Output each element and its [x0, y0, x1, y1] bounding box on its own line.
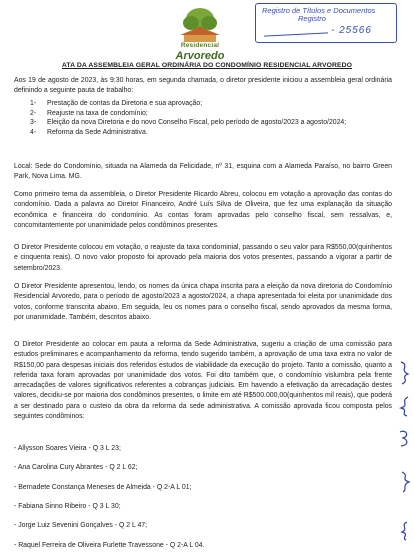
list-item: 3- Eleição da nova Diretoria e do novo Conselho Fiscal, pelo período de agosto/2023 a agosto/2024; — [30, 119, 347, 127]
logo-line-1: Residencial — [180, 42, 220, 49]
initials-signature-icon — [398, 520, 412, 542]
registry-stamp — [255, 3, 397, 43]
initials-signature-icon — [398, 470, 412, 494]
condominium-logo — [160, 5, 240, 61]
tree-house-icon — [176, 5, 224, 43]
member-item: - Raquel Ferreira de Oliveira Furlette Travessone - Q 2-A L 04. — [14, 542, 205, 549]
member-item: - Ana Carolina Cury Abrantes - Q 2 L 62; — [14, 464, 138, 471]
paragraph-renovation: O Diretor Presidente ao colocar em pauta a reforma da Sede Administrativa, sugeriu a criação de uma comissão para estudos preliminares e acompanhamento da reforma, tendo sugerido também, a aprovação de uma taxa extra no valor de R$150,00 para despesas iniciais dos referidos estudos de viabilidade da execução do projeto. Tanto a comissão, quanto a referida taxa foram aprovadas por unanimidade dos votos. Foi dito também que, o condomínio vislumbra pela frente arrecadações de valores significativos referentes a cobranças judiciais. Em havendo a efetivação da arrecadação destes valores, decidiu-se por maioria dos condôminos presentes, o limite em até R$500.000,00(quinhentos mil reais), que poderá a ser destinado para o custeio da obra da reforma da sede administrativa. A comissão aprovada ficou composta pelos seguintes condôminos: — [14, 341, 392, 421]
list-item: 4- Reforma da Sede Administrativa. — [30, 128, 148, 136]
paragraph-election: O Diretor Presidente apresentou, lendo, os nomes da única chapa inscrita para a eleição da nova diretoria do Condomínio Residencial Arvoredo, para o período de agosto/2023 a agosto/2024, a chapa apresentada foi eleita por unanimidade dos votos, conforme transcrita abaixo. Em seguida, leu os nomes para o conselho fiscal, sendo aprovados da mesma forma, por unanimidade. Também, descritos abaixo. — [14, 283, 392, 321]
member-item: - Allysson Soares Vieira - Q 3 L 23; — [14, 445, 121, 452]
member-item: - Fabiana Sinno Ribeiro - Q 3 L 30; — [14, 503, 121, 510]
stamp-line-2: Registro — [298, 14, 326, 23]
initials-signature-icon — [398, 395, 412, 417]
paragraph-fee-adjustment: O Diretor Presidente colocou em votação, o reajuste da taxa condominial, passando o seu valor para R$550,00(quinhentos e cinquenta reais). O novo valor proposto foi aprovado pela maioria dos votos presentes, passando a vigorar a partir de setembro/2023. — [14, 244, 392, 272]
document-title: ATA DA ASSEMBLEIA GERAL ORDINÁRIA DO CONDOMÍNIO RESIDENCIAL ARVOREDO — [61, 62, 353, 69]
paragraph-accounts: Como primeiro tema da assembleia, o Diretor Presidente Ricardo Abreu, colocou em votação a aprovação das contas do condomínio. Dada a palavra ao Diretor Financeiro, André Luís Silva de Oliveira, que fez uma explanação da situação econômica e financeira do condomínio. As contas foram aprovadas pelo conselho fiscal, sem ressalvas, e, concomitantemente por unanimidade pelos condôminos presentes. — [14, 191, 392, 229]
member-item: - Bernadete Constança Meneses de Almeida - Q 2-A L 01; — [14, 484, 192, 491]
list-item: 1- Prestação de contas da Diretoria e sua aprovação; — [30, 100, 203, 107]
agenda-list — [30, 99, 390, 137]
initials-signature-icon — [398, 428, 412, 448]
location-paragraph: Local: Sede do Condomínio, situada na Alameda da Felicidade, nº 31, esquina com a Alameda Paraíso, no bairro Green Park, Nova Lima. MG. — [14, 163, 392, 181]
intro-paragraph: Aos 19 de agosto de 2023, às 9:30 horas, em segunda chamada, o diretor presidente iniciou a assembleia geral ordinária definindo a seguinte pauta de trabalho: — [14, 77, 392, 95]
list-item: 2- Reajuste na taxa de condomínio; — [30, 109, 148, 117]
stamp-line-1: Registro de Títulos e Documentos — [262, 6, 376, 15]
initials-signature-icon — [398, 360, 412, 386]
stamp-signature-line — [264, 32, 328, 36]
member-item: - Jorge Luiz Sevenini Gonçalves - Q 2 L 47; — [14, 522, 148, 529]
stamp-number: - 25566 — [331, 25, 372, 36]
logo-line-2: Arvoredo — [175, 50, 225, 62]
